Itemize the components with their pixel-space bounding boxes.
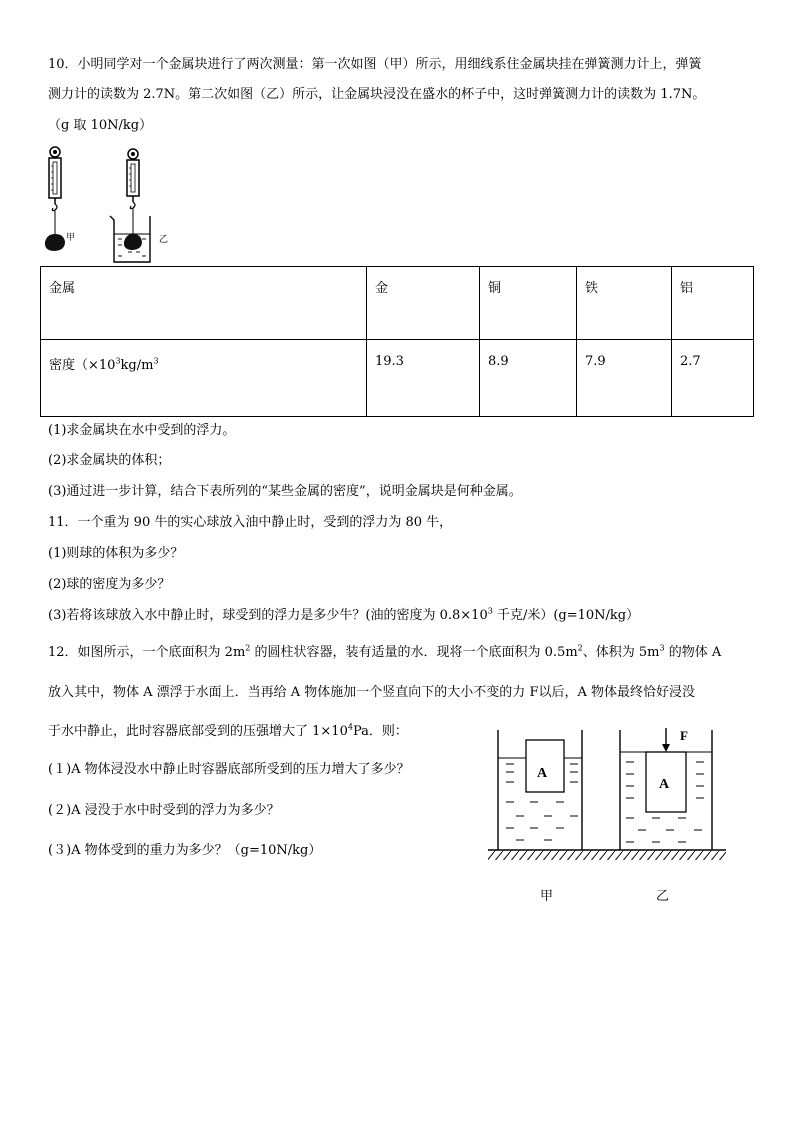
q12-line-1	[48, 645, 721, 661]
q12-line-1-exp3: 3	[659, 643, 665, 653]
table-row-header	[41, 267, 754, 340]
q12-line-1-c: 、体积为 5m	[582, 645, 660, 660]
q11-sub-3-exp: 3	[487, 606, 493, 616]
table-cell-density-aluminum: 2.7	[672, 340, 754, 417]
q12-line-3-a: 于水中静止，此时容器底部受到的压强增大了 1×10	[48, 724, 348, 739]
table-cell-metal: 金属	[41, 267, 367, 340]
q12-line-1-d: 的物体 A	[664, 645, 722, 660]
q10-line-2: 测力计的读数为 2.7N。第二次如图（乙）所示，让金属块浸没在盛水的杯子中，这时弹簧测力计的读数为 1.7N。	[48, 87, 706, 102]
q10-sub-1: (1)求金属块在水中受到的浮力。	[48, 423, 236, 438]
fig-label-yi-12: 乙	[656, 889, 670, 904]
q12-sub-3: (３)A 物体受到的重力为多少？（g=10N/kg）	[48, 843, 322, 858]
q12-line-3-exp: 4	[347, 722, 353, 732]
q10-line-3: （g 取 10N/kg）	[48, 118, 153, 133]
q10-line-1: 10．小明同学对一个金属块进行了两次测量：第一次如图（甲）所示，用细线系住金属块挂在弹簧测力计上，弹簧	[48, 57, 702, 72]
q12-line-1-a: 12．如图所示，一个底面积为 2m	[48, 645, 246, 660]
q12-line-3	[48, 724, 408, 740]
spring-scale-yi	[110, 149, 150, 262]
q12-line-1-b: 的圆柱状容器，装有适量的水．现将一个底面积为 0.5m	[250, 645, 578, 660]
q10-sub-2: (2)求金属块的体积；	[48, 453, 171, 468]
table-cell-iron: 铁	[577, 267, 672, 340]
force-label: F	[680, 728, 688, 743]
q12-sub-1: (１)A 物体浸没水中静止时容器底部所受到的压力增大了多少？	[48, 762, 410, 777]
container-yi	[620, 728, 712, 850]
container-figure	[486, 722, 742, 912]
metal-density-table	[40, 266, 754, 417]
table-cell-density-iron: 7.9	[577, 340, 672, 417]
density-label-unit: kg/m	[120, 358, 154, 373]
density-label-exp: 3	[115, 356, 121, 366]
table-cell-density-label	[41, 340, 367, 417]
spring-scale-figure	[38, 142, 188, 267]
block-a-jia-label: A	[537, 766, 548, 781]
table-cell-copper: 铜	[480, 267, 577, 340]
q11-sub-1: (1)则球的体积为多少？	[48, 546, 184, 561]
q10-sub-3: (3)通过进一步计算，结合下表所列的“某些金属的密度”，说明金属块是何种金属。	[48, 484, 522, 499]
density-label-exp2: 3	[153, 356, 159, 366]
container-jia	[498, 730, 582, 850]
q12-line-3-b: Pa．则：	[352, 724, 408, 739]
q11-stem: 11．一个重为 90 牛的实心球放入油中静止时，受到的浮力为 80 牛，	[48, 515, 453, 530]
fig-label-jia: 甲	[66, 233, 76, 243]
q11-sub-3-a: (3)若将该球放入水中静止时，球受到的浮力是多少牛？(油的密度为 0.8×10	[48, 608, 488, 623]
q12-sub-2: (２)A 浸没于水中时受到的浮力为多少？	[48, 803, 280, 818]
density-label-prefix: 密度（×10	[49, 358, 116, 373]
table-cell-aluminum: 铝	[672, 267, 754, 340]
table-cell-gold: 金	[367, 267, 480, 340]
force-arrow-head	[662, 744, 670, 752]
q11-sub-2: (2)球的密度为多少？	[48, 577, 171, 592]
spring-scale-jia	[45, 147, 65, 251]
fig-label-yi: 乙	[159, 235, 169, 245]
block-a-yi-label: A	[659, 777, 670, 792]
q11-sub-3	[48, 608, 639, 624]
q11-sub-3-b: 千克/米）(g=10N/kg）	[492, 608, 640, 623]
q12-line-2: 放入其中，物体 A 漂浮于水面上．当再给 A 物体施加一个竖直向下的大小不变的力 F以后，A 物体最终恰好浸没	[48, 685, 695, 700]
table-cell-density-gold: 19.3	[367, 340, 480, 417]
q12-line-1-exp2: 2	[577, 643, 583, 653]
fig-label-jia-12: 甲	[540, 889, 554, 904]
q12-line-1-exp1: 2	[245, 643, 251, 653]
table-row-density	[41, 340, 754, 417]
table-cell-density-copper: 8.9	[480, 340, 577, 417]
